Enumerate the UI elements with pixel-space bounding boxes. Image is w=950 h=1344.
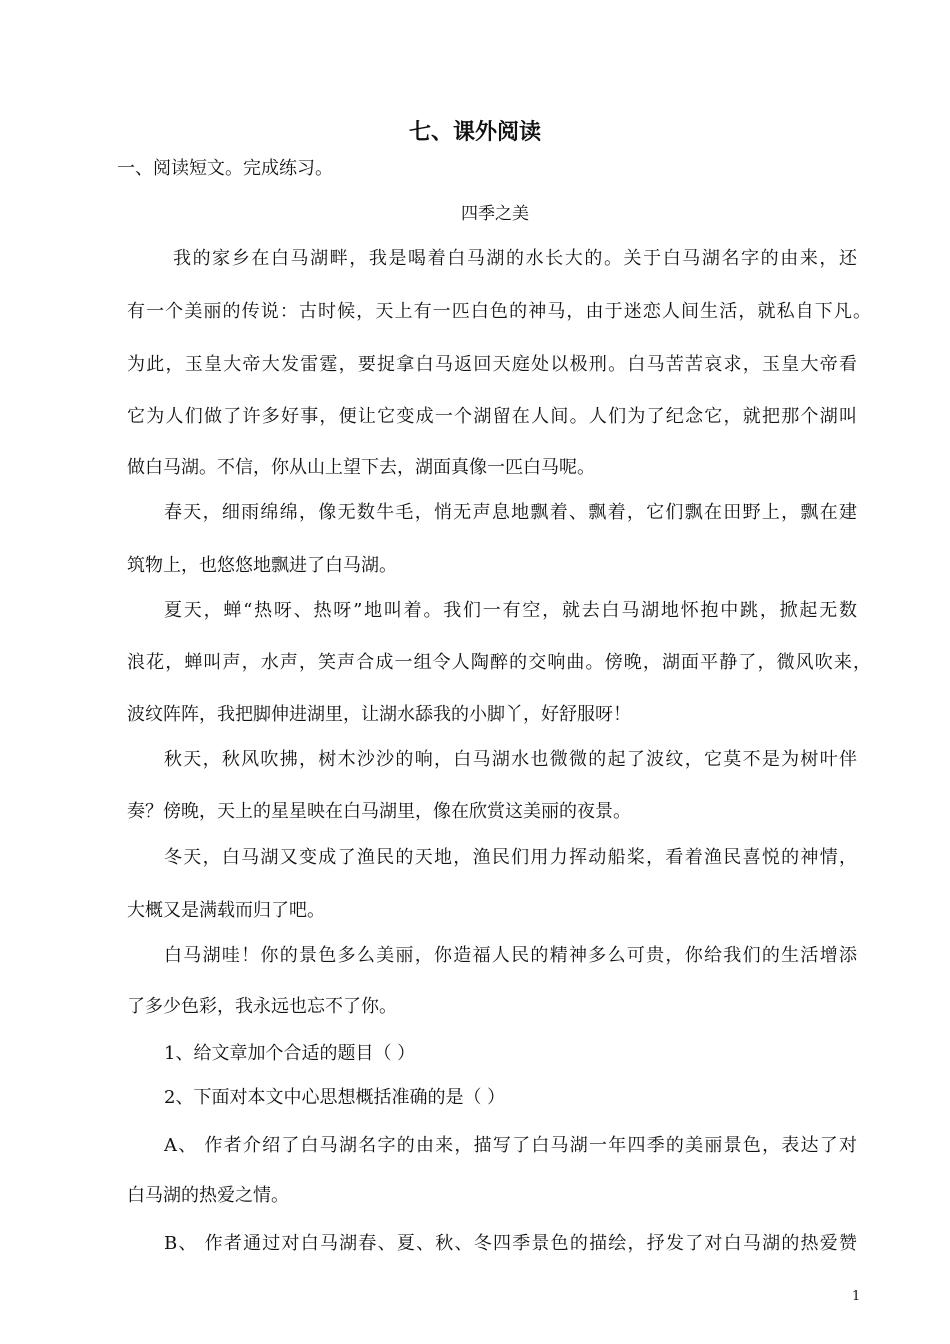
passage-line: 白马湖哇！你的景色多么美丽，你造福人民的精神多么可贵，你给我们的生活增添 xyxy=(164,945,857,966)
passage-line: 为此，玉皇大帝大发雷霆，要捉拿白马返回天庭处以极刑。白马苦苦哀求，玉皇大帝看 xyxy=(127,354,857,375)
page-title: 七、课外阅读 xyxy=(408,120,541,145)
instruction-text: 一、阅读短文。完成练习。 xyxy=(117,158,333,179)
passage-line: 浪花，蝉叫声，水声，笑声合成一组令人陶醉的交响曲。傍晚，湖面平静了，微风吹来， xyxy=(127,652,871,673)
passage-line: 冬天，白马湖又变成了渔民的天地，渔民们用力挥动船桨，看着渔民喜悦的神情， xyxy=(164,847,857,868)
passage-line: 做白马湖。不信，你从山上望下去，湖面真像一匹白马呢。 xyxy=(127,457,595,478)
question-2: 2、下面对本文中心思想概括准确的是（ ） xyxy=(164,1087,506,1108)
question-1: 1、给文章加个合适的题目（ ） xyxy=(164,1043,416,1064)
passage-line: 波纹阵阵，我把脚伸进湖里，让湖水舔我的小脚丫，好舒服呀！ xyxy=(127,704,631,725)
passage-line: 奏？傍晚，天上的星星映在白马湖里，像在欣赏这美丽的夜景。 xyxy=(127,801,631,822)
passage-line: 秋天，秋风吹拂，树木沙沙的响，白马湖水也微微的起了波纹，它莫不是为树叶伴 xyxy=(164,749,857,770)
option-a: A、 作者介绍了白马湖名字的由来，描写了白马湖一年四季的美丽景色，表达了对 xyxy=(164,1135,857,1156)
passage-line: 我的家乡在白马湖畔，我是喝着白马湖的水长大的。关于白马湖名字的由来，还 xyxy=(173,248,857,269)
passage-line: 夏天，蝉“热呀、热呀”地叫着。我们一有空，就去白马湖地怀抱中跳，掀起无数 xyxy=(164,600,857,621)
option-b: B、 作者通过对白马湖春、夏、秋、冬四季景色的描绘，抒发了对白马湖的热爱赞 xyxy=(164,1233,857,1254)
page-number: 1 xyxy=(852,1289,861,1304)
passage-line: 筑物上，也悠悠地飘进了白马湖。 xyxy=(127,555,397,576)
passage-line: 了多少色彩，我永远也忘不了你。 xyxy=(127,996,397,1017)
passage-line: 大概又是满载而归了吧。 xyxy=(127,900,325,921)
passage-line: 有一个美丽的传说：古时候，天上有一匹白色的神马，由于迷恋人间生活，就私自下凡。 xyxy=(127,301,871,322)
option-a-continued: 白马湖的热爱之情。 xyxy=(127,1185,289,1206)
passage-line: 春天，细雨绵绵，像无数牛毛，悄无声息地飘着、飘着，它们飘在田野上，飘在建 xyxy=(164,502,857,523)
passage-line: 它为人们做了许多好事，便让它变成一个湖留在人间。人们为了纪念它，就把那个湖叫 xyxy=(127,406,857,427)
passage-title: 四季之美 xyxy=(461,204,529,224)
